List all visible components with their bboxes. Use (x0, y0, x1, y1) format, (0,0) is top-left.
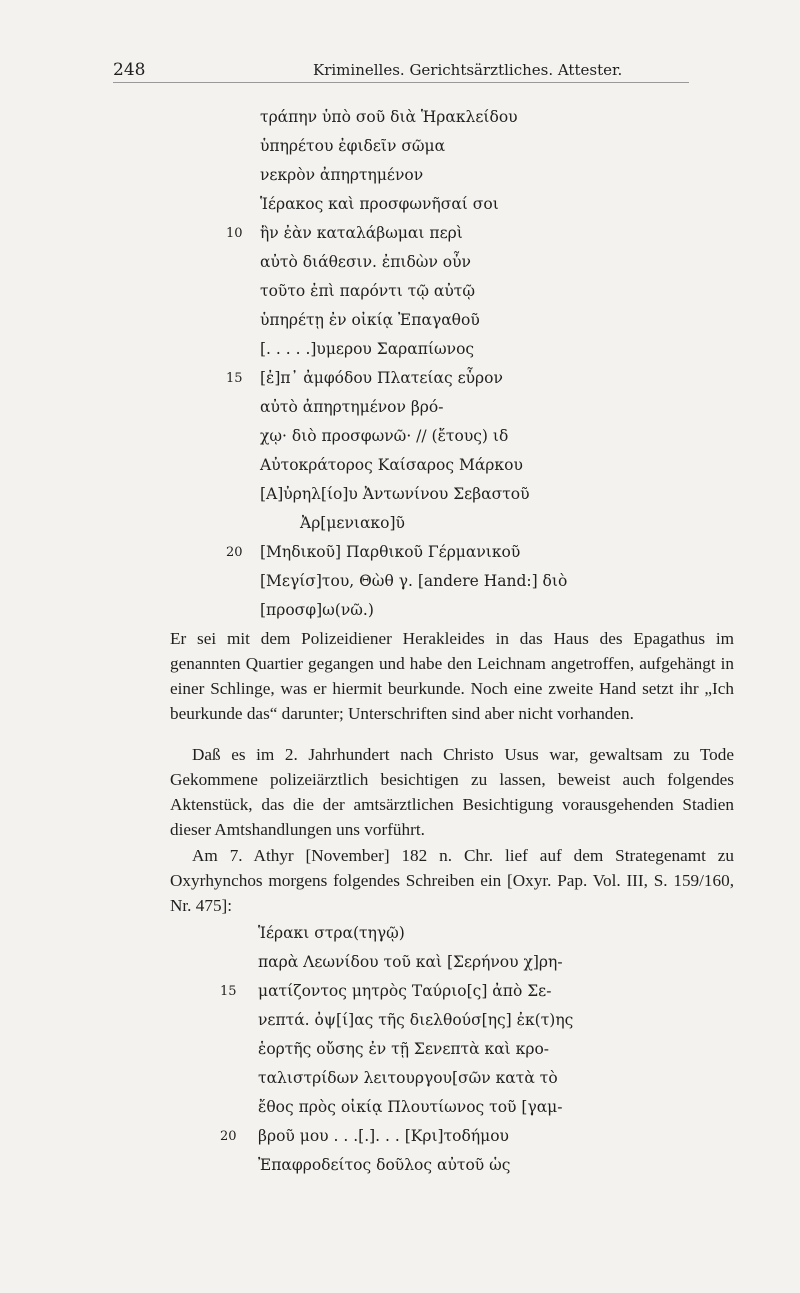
paragraph-context: Daß es im 2. Jahrhundert nach Christo Usus war, gewaltsam zu Tode Gekommene polizeiärztlich besichtigen zu lassen, beweist auch folgendes Aktenstück, das die der amtsärztlichen Besichtigung vorausgehenden Stadien dieser Amtshandlungen uns vorführt. (170, 745, 734, 839)
page-number: 248 (113, 60, 146, 80)
greek-line: νεκρὸν ἀπηρτημένον (260, 166, 424, 184)
greek-line: τοῦτο ἐπὶ παρόντι τῷ αὐτῷ (260, 282, 476, 300)
greek-line: ματίζοντος μητρὸς Ταύριο[ς] ἀπὸ Σε- (258, 982, 552, 1000)
greek-line: [προσφ]ω(νῶ.) (260, 601, 374, 619)
greek-line: ὑπηρέτου ἐφιδεῖν σῶμα (260, 137, 446, 155)
greek-line: [Μηδικοῦ] Παρθικοῦ Γέρμανικοῦ (260, 543, 521, 561)
greek-line: [. . . . .]υμερου Σαραπίωνος (260, 340, 475, 358)
greek-line: [Α]ὐρηλ[ίο]υ Ἀντωνίνου Σεβαστοῦ (260, 485, 530, 503)
greek-line: Ἱέρακος καὶ προσφωνῆσαί σοι (260, 195, 499, 213)
line-number: 20 (226, 545, 243, 560)
greek-line: τράπην ὑπὸ σοῦ διὰ Ἡρακλείδου (260, 108, 518, 126)
greek-line: αὐτὸ διάθεσιν. ἐπιδὼν οὖν (260, 253, 471, 271)
greek-line: [Μεγίσ]του, Θὼθ γ. [andere Hand:] διὸ (260, 572, 568, 590)
greek-line: Ἐπαφροδείτος δοῦλος αὐτοῦ ὡς (258, 1156, 511, 1174)
greek-line: νεπτά. ὀψ[ί]ας τῆς διελθούσ[ης] ἐκ(τ)ης (258, 1011, 574, 1029)
line-number: 15 (220, 984, 237, 999)
page-header (113, 60, 689, 83)
running-head: Kriminelles. Gerichtsärztliches. Attester. (313, 61, 623, 79)
greek-line: Ἀρ[μενιακο]ῦ (300, 514, 405, 532)
greek-line: χῳ· διὸ προσφωνῶ· // (ἔτους) ιδ (260, 427, 509, 445)
greek-line: βροῦ μου . . .[.]. . . [Κρι]τοδήμου (258, 1127, 509, 1145)
greek-line: ἣν ἐὰν καταλάβωμαι περὶ (260, 224, 463, 242)
greek-line: [ἐ]π᾽ ἀμφόδου Πλατείας εὗρον (260, 369, 503, 387)
line-number: 15 (226, 371, 243, 386)
paragraph-summary: Er sei mit dem Polizeidiener Herakleides in das Haus des Epagathus im genannten Quartier gegangen und habe den Leichnam angetroffen, aufgehängt in einer Schlinge, was er hiermit beurkunde. Noch eine zweite Hand setzt ihr „Ich beurkunde das“ darunter; Unterschriften sind aber nicht vorhanden. (170, 629, 734, 723)
greek-line: ταλιστρίδων λειτουργου[σῶν κατὰ τὸ (258, 1069, 558, 1087)
greek-line: αὐτὸ ἀπηρτημένον βρό- (260, 398, 444, 416)
greek-line: παρὰ Λεωνίδου τοῦ καὶ [Σερήνου χ]ρη- (258, 953, 563, 971)
greek-line: Ἱέρακι στρα(τηγῷ) (258, 924, 405, 942)
line-number: 10 (226, 226, 243, 241)
greek-line: ἔθος πρὸς οἰκίᾳ Πλουτίωνος τοῦ [γαμ- (258, 1098, 563, 1116)
greek-line: ἑορτῆς οὔσης ἐν τῇ Σενεπτὰ καὶ κρο- (258, 1040, 550, 1058)
paragraph-intro: Am 7. Athyr [November] 182 n. Chr. lief auf dem Strategenamt zu Oxyrhynchos morgens folgendes Schreiben ein [Oxyr. Pap. Vol. III, S. 159/160, Nr. 475]: (170, 846, 734, 915)
greek-line: Αὐτοκράτορος Καίσαρος Μάρκου (260, 456, 523, 474)
line-number: 20 (220, 1129, 237, 1144)
greek-line: ὑπηρέτῃ ἐν οἰκίᾳ Ἐπαγαθοῦ (260, 311, 480, 329)
